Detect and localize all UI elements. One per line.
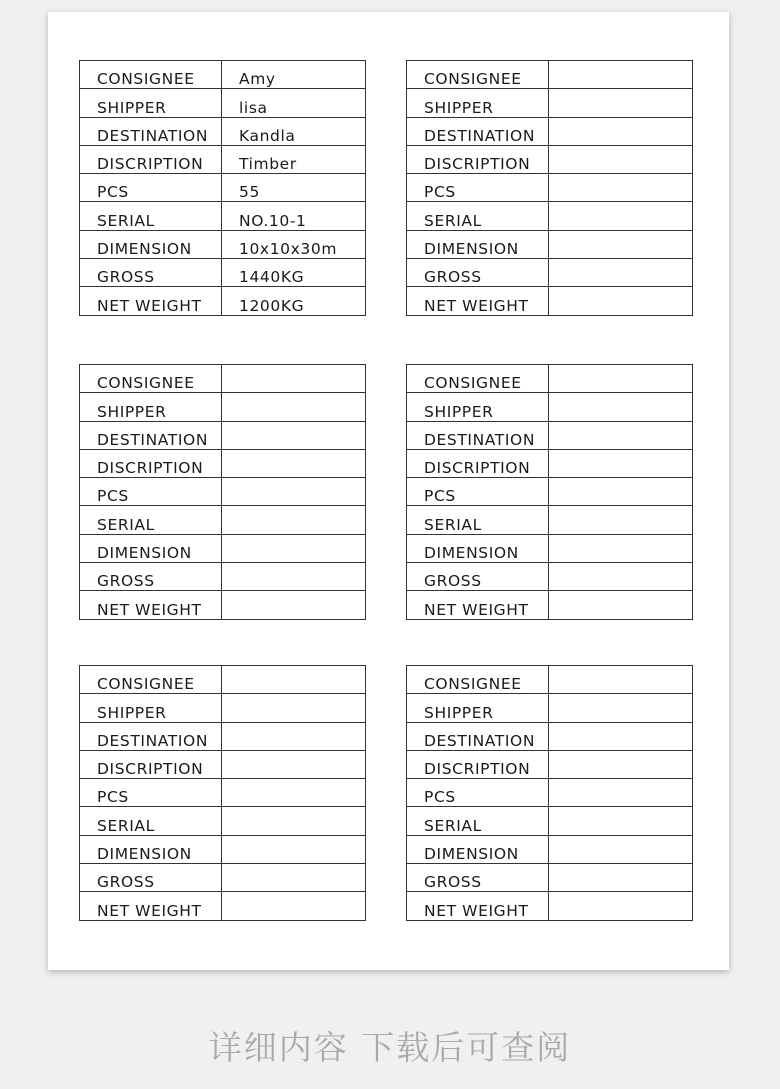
field-value bbox=[549, 591, 693, 619]
table-row bbox=[80, 779, 366, 807]
shipping-label-table bbox=[406, 665, 693, 921]
field-label: DIMENSION bbox=[407, 230, 549, 258]
field-value bbox=[549, 835, 693, 863]
field-value bbox=[549, 779, 693, 807]
table-row bbox=[407, 145, 693, 173]
table-row bbox=[80, 61, 366, 89]
table-row bbox=[407, 750, 693, 778]
field-label: DESTINATION bbox=[80, 421, 222, 449]
field-value bbox=[549, 750, 693, 778]
field-value bbox=[222, 750, 366, 778]
field-label: SERIAL bbox=[407, 506, 549, 534]
table-row bbox=[80, 506, 366, 534]
field-value bbox=[549, 174, 693, 202]
table-row bbox=[80, 864, 366, 892]
field-label: DISCRIPTION bbox=[407, 145, 549, 173]
table-row bbox=[80, 287, 366, 315]
field-value bbox=[549, 287, 693, 315]
field-value: 10x10x30m bbox=[222, 230, 366, 258]
table-row bbox=[407, 694, 693, 722]
shipping-label-table bbox=[79, 665, 366, 921]
field-label: PCS bbox=[407, 174, 549, 202]
table-row bbox=[80, 892, 366, 920]
field-label: SHIPPER bbox=[80, 89, 222, 117]
field-value bbox=[222, 722, 366, 750]
field-value bbox=[222, 506, 366, 534]
table-row bbox=[80, 449, 366, 477]
field-value: NO.10-1 bbox=[222, 202, 366, 230]
field-value bbox=[222, 807, 366, 835]
field-label: DIMENSION bbox=[80, 835, 222, 863]
field-label: SERIAL bbox=[80, 506, 222, 534]
field-value bbox=[549, 694, 693, 722]
field-value bbox=[222, 365, 366, 393]
table-row bbox=[407, 563, 693, 591]
table-row bbox=[407, 365, 693, 393]
field-label: DIMENSION bbox=[407, 835, 549, 863]
field-label: DIMENSION bbox=[80, 534, 222, 562]
table-row bbox=[80, 563, 366, 591]
field-label: PCS bbox=[407, 779, 549, 807]
field-label: DISCRIPTION bbox=[407, 750, 549, 778]
field-value bbox=[222, 393, 366, 421]
label-table-body bbox=[407, 666, 693, 921]
field-label: PCS bbox=[80, 174, 222, 202]
field-label: NET WEIGHT bbox=[80, 591, 222, 619]
field-label: NET WEIGHT bbox=[80, 892, 222, 920]
shipping-label-table bbox=[406, 60, 693, 316]
table-row bbox=[407, 892, 693, 920]
table-row bbox=[80, 393, 366, 421]
field-label: CONSIGNEE bbox=[407, 666, 549, 694]
field-label: CONSIGNEE bbox=[407, 61, 549, 89]
table-row bbox=[407, 591, 693, 619]
field-label: DESTINATION bbox=[407, 117, 549, 145]
label-table-body bbox=[407, 61, 693, 316]
field-label: NET WEIGHT bbox=[407, 287, 549, 315]
table-row bbox=[407, 61, 693, 89]
field-label: SERIAL bbox=[80, 202, 222, 230]
field-value bbox=[222, 534, 366, 562]
field-label: SERIAL bbox=[407, 807, 549, 835]
field-value bbox=[549, 421, 693, 449]
table-row bbox=[407, 259, 693, 287]
field-value: 55 bbox=[222, 174, 366, 202]
table-row bbox=[407, 722, 693, 750]
table-row bbox=[407, 807, 693, 835]
label-table-body bbox=[407, 365, 693, 620]
field-value bbox=[549, 807, 693, 835]
table-row bbox=[407, 506, 693, 534]
field-value: Kandla bbox=[222, 117, 366, 145]
field-value bbox=[222, 892, 366, 920]
table-row bbox=[80, 365, 366, 393]
field-value: 1200KG bbox=[222, 287, 366, 315]
shipping-label-table bbox=[79, 364, 366, 620]
field-label: DISCRIPTION bbox=[80, 145, 222, 173]
field-label: GROSS bbox=[407, 259, 549, 287]
field-label: PCS bbox=[80, 478, 222, 506]
field-value bbox=[222, 421, 366, 449]
field-value bbox=[222, 563, 366, 591]
field-value bbox=[549, 892, 693, 920]
field-value bbox=[549, 563, 693, 591]
label-table-body bbox=[80, 365, 366, 620]
table-row bbox=[80, 230, 366, 258]
field-label: SERIAL bbox=[80, 807, 222, 835]
field-value bbox=[549, 259, 693, 287]
table-row bbox=[407, 202, 693, 230]
field-value: lisa bbox=[222, 89, 366, 117]
field-value bbox=[222, 591, 366, 619]
field-label: NET WEIGHT bbox=[407, 892, 549, 920]
field-label: CONSIGNEE bbox=[407, 365, 549, 393]
table-row bbox=[80, 421, 366, 449]
field-value bbox=[222, 449, 366, 477]
field-value bbox=[549, 864, 693, 892]
table-row bbox=[407, 89, 693, 117]
field-label: DISCRIPTION bbox=[80, 449, 222, 477]
download-notice: 详细内容 下载后可查阅 bbox=[208, 1028, 572, 1067]
field-label: DESTINATION bbox=[407, 722, 549, 750]
table-row bbox=[407, 174, 693, 202]
field-value bbox=[549, 449, 693, 477]
field-label: GROSS bbox=[407, 864, 549, 892]
table-row bbox=[80, 117, 366, 145]
table-row bbox=[80, 722, 366, 750]
table-row bbox=[407, 421, 693, 449]
table-row bbox=[80, 694, 366, 722]
table-row bbox=[80, 145, 366, 173]
field-value: Timber bbox=[222, 145, 366, 173]
field-value bbox=[549, 202, 693, 230]
table-row bbox=[407, 117, 693, 145]
field-label: CONSIGNEE bbox=[80, 666, 222, 694]
field-label: NET WEIGHT bbox=[80, 287, 222, 315]
table-row bbox=[407, 534, 693, 562]
label-table-body bbox=[80, 61, 366, 316]
field-label: DISCRIPTION bbox=[80, 750, 222, 778]
table-row bbox=[80, 174, 366, 202]
table-row bbox=[80, 202, 366, 230]
field-label: GROSS bbox=[80, 864, 222, 892]
table-row bbox=[80, 591, 366, 619]
field-value bbox=[549, 61, 693, 89]
field-label: DESTINATION bbox=[80, 722, 222, 750]
table-row bbox=[407, 478, 693, 506]
field-value bbox=[549, 365, 693, 393]
field-value bbox=[549, 506, 693, 534]
field-label: SHIPPER bbox=[407, 393, 549, 421]
field-value bbox=[549, 666, 693, 694]
field-label: SERIAL bbox=[407, 202, 549, 230]
field-label: PCS bbox=[80, 779, 222, 807]
table-row bbox=[407, 666, 693, 694]
field-label: SHIPPER bbox=[80, 393, 222, 421]
table-row bbox=[80, 835, 366, 863]
table-row bbox=[80, 478, 366, 506]
table-row bbox=[407, 393, 693, 421]
shipping-label-table bbox=[406, 364, 693, 620]
table-row bbox=[80, 750, 366, 778]
field-label: NET WEIGHT bbox=[407, 591, 549, 619]
field-label: CONSIGNEE bbox=[80, 365, 222, 393]
field-value bbox=[549, 89, 693, 117]
field-value bbox=[549, 393, 693, 421]
field-value bbox=[222, 694, 366, 722]
field-label: DIMENSION bbox=[407, 534, 549, 562]
field-value bbox=[549, 145, 693, 173]
document-page bbox=[48, 12, 729, 970]
field-label: DIMENSION bbox=[80, 230, 222, 258]
field-label: CONSIGNEE bbox=[80, 61, 222, 89]
field-label: DESTINATION bbox=[80, 117, 222, 145]
field-label: SHIPPER bbox=[80, 694, 222, 722]
shipping-label-table bbox=[79, 60, 366, 316]
table-row bbox=[407, 449, 693, 477]
table-row bbox=[80, 666, 366, 694]
field-label: GROSS bbox=[80, 563, 222, 591]
table-row bbox=[80, 534, 366, 562]
table-row bbox=[407, 835, 693, 863]
table-row bbox=[407, 779, 693, 807]
field-value: Amy bbox=[222, 61, 366, 89]
field-value bbox=[222, 478, 366, 506]
table-row bbox=[407, 287, 693, 315]
table-row bbox=[407, 230, 693, 258]
label-table-body bbox=[80, 666, 366, 921]
field-value bbox=[549, 534, 693, 562]
field-value bbox=[222, 864, 366, 892]
field-label: SHIPPER bbox=[407, 89, 549, 117]
field-label: PCS bbox=[407, 478, 549, 506]
field-value bbox=[549, 117, 693, 145]
field-value: 1440KG bbox=[222, 259, 366, 287]
field-label: DESTINATION bbox=[407, 421, 549, 449]
field-value bbox=[222, 779, 366, 807]
field-value bbox=[549, 722, 693, 750]
field-label: SHIPPER bbox=[407, 694, 549, 722]
field-value bbox=[222, 835, 366, 863]
field-label: GROSS bbox=[80, 259, 222, 287]
table-row bbox=[407, 864, 693, 892]
table-row bbox=[80, 807, 366, 835]
field-label: GROSS bbox=[407, 563, 549, 591]
field-value bbox=[549, 478, 693, 506]
field-value bbox=[549, 230, 693, 258]
field-label: DISCRIPTION bbox=[407, 449, 549, 477]
table-row bbox=[80, 259, 366, 287]
table-row bbox=[80, 89, 366, 117]
field-value bbox=[222, 666, 366, 694]
